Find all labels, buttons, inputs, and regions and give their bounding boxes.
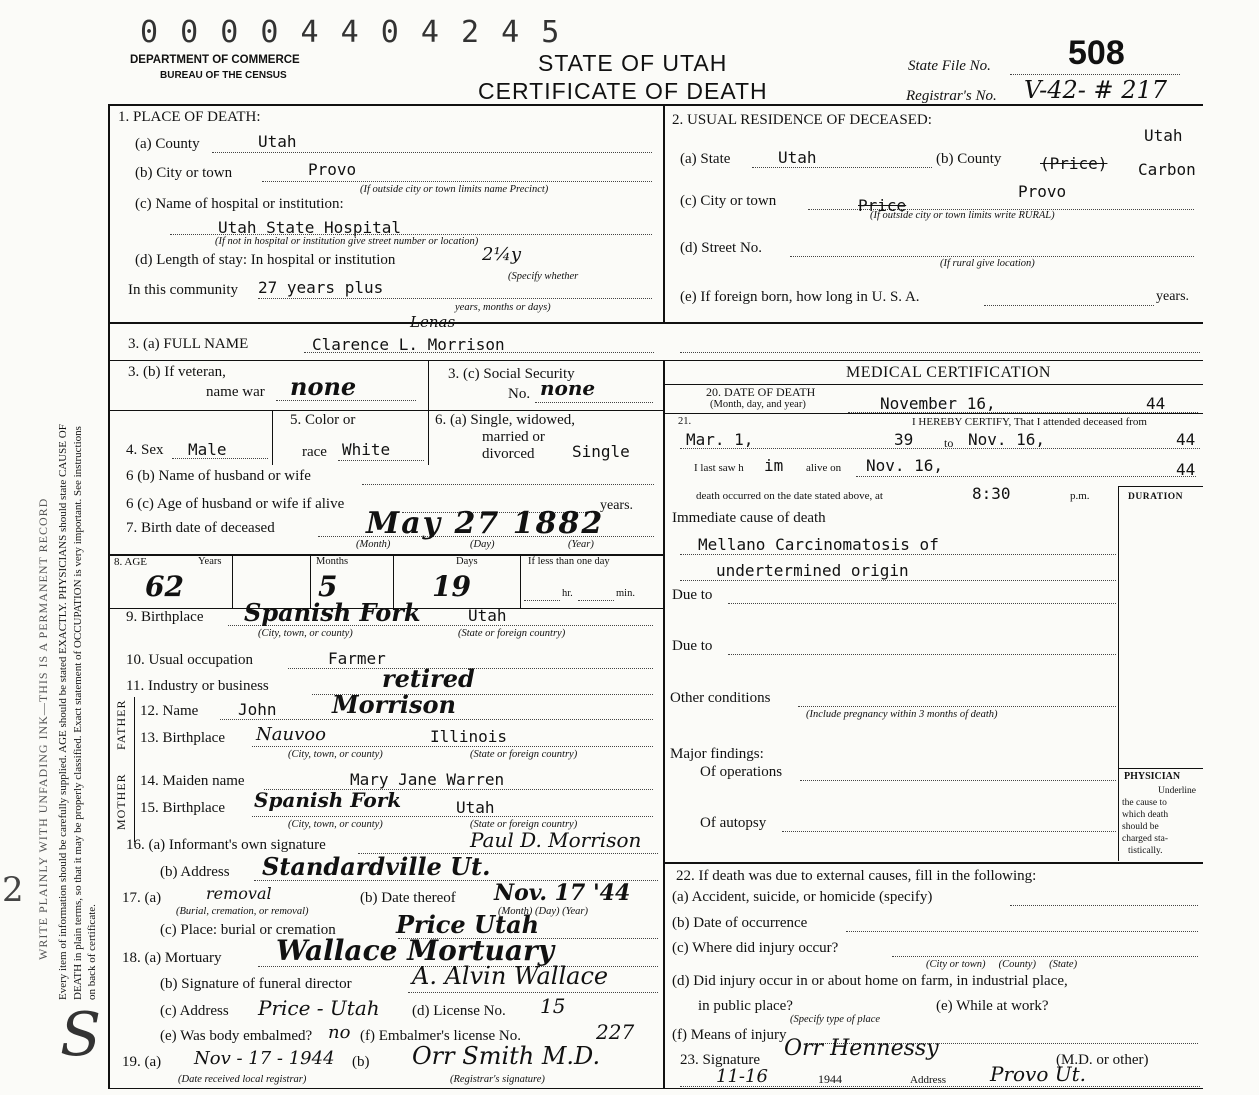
informant-address: Standardville Ut.	[262, 852, 491, 881]
immediate-cause-label: Immediate cause of death	[672, 510, 826, 526]
last-saw-value: Nov. 16,	[866, 456, 944, 475]
community-note: years, months or days)	[455, 302, 551, 313]
marital-label-2: married or	[482, 429, 545, 445]
while-at-work-label: (e) While at work?	[936, 998, 1049, 1014]
mortuary-address-value: Price - Utah	[258, 996, 380, 1020]
attended-from-year: 39	[894, 430, 914, 449]
specify-place-note: (Specify type of place	[790, 1014, 881, 1025]
registrar-sig-label: (b)	[352, 1054, 370, 1070]
due-to-label-2: Due to	[672, 638, 713, 654]
injury-home-label: (d) Did injury occur in or about home on farm, in industrial place,	[672, 973, 1068, 989]
father-birth-city: Nauvoo	[256, 724, 326, 745]
death-date-sublabel: (Month, day, and year)	[710, 399, 806, 410]
color-label: 5. Color or	[290, 412, 356, 428]
social-security-label: 3. (c) Social Security	[448, 366, 575, 382]
last-saw-year: 44	[1176, 460, 1196, 479]
physician-note-1: Underline	[1158, 786, 1196, 796]
physician-note-6: tistically.	[1128, 846, 1163, 856]
side-instructions-3: on back of certificate.	[86, 904, 98, 1000]
burial-place-label: (c) Place: burial or cremation	[160, 922, 336, 938]
mother-state-note: (State or foreign country)	[470, 819, 578, 830]
residence-state-label: (a) State	[680, 151, 731, 167]
place-of-death-title: 1. PLACE OF DEATH:	[118, 109, 261, 125]
registrar-number-label: Registrar's No.	[906, 88, 997, 104]
father-city-note: (City, town, or county)	[288, 749, 383, 760]
father-birth-state: Illinois	[430, 727, 508, 746]
informant-label: 16. (a) Informant's own signature	[126, 837, 326, 853]
mother-birthplace-label: 15. Birthplace	[140, 800, 225, 816]
embalmed-value: no	[328, 1022, 351, 1043]
birth-month-note: (Month)	[356, 539, 391, 550]
age-hr-label: hr.	[562, 588, 573, 599]
registrar-date-note: (Date received local registrar)	[178, 1074, 307, 1085]
death-date-label: 20. DATE OF DEATH	[706, 385, 816, 399]
due-to-label-1: Due to	[672, 587, 713, 603]
occupation-label: 10. Usual occupation	[126, 652, 254, 668]
serial-number: 0 0 0 0 4 4 0 4 2 4 5	[140, 15, 562, 50]
birth-date-value: May 27 1882	[366, 506, 605, 541]
father-birthplace-label: 13. Birthplace	[140, 730, 225, 746]
age-years-value: 62	[145, 570, 184, 603]
death-occurred-label: death occurred on the date stated above, at	[696, 490, 883, 502]
birthplace-state-value: Utah	[468, 606, 507, 625]
father-name-label: 12. Name	[140, 703, 199, 719]
physician-note-3: which death	[1122, 810, 1169, 820]
father-side-label: FATHER	[114, 699, 128, 750]
spouse-name-label: 6 (b) Name of husband or wife	[126, 468, 311, 484]
race-label: race	[302, 444, 327, 460]
immediate-cause-line-1: Mellano Carcinomatosis of	[698, 535, 939, 554]
physician-header: PHYSICIAN	[1124, 771, 1181, 782]
mother-name-value: Mary Jane Warren	[350, 770, 505, 789]
age-less-label: If less than one day	[528, 556, 610, 567]
burial-note: (Burial, cremation, or removal)	[176, 906, 309, 917]
signature-date: 11-16	[716, 1066, 768, 1087]
mortuary-label: 18. (a) Mortuary	[122, 950, 222, 966]
age-min-label: min.	[616, 588, 635, 599]
signature-label: 23. Signature	[680, 1052, 760, 1068]
mother-name-label: 14. Maiden name	[140, 773, 245, 789]
other-conditions-note: (Include pregnancy within 3 months of death)	[806, 709, 998, 720]
race-value: White	[342, 440, 391, 459]
residence-city-struck: Price	[858, 196, 907, 215]
residence-street-note: (If rural give location)	[940, 258, 1035, 269]
other-conditions-label: Other conditions	[670, 690, 771, 706]
burial-date-value: Nov. 17 '44	[494, 880, 631, 906]
sex-value: Male	[188, 440, 227, 459]
veteran-label: 3. (b) If veteran,	[128, 364, 226, 380]
major-findings-label: Major findings:	[670, 746, 764, 762]
burial-place-value: Price Utah	[396, 910, 540, 939]
immediate-cause-line-2: undertermined origin	[716, 561, 909, 580]
funeral-director-signature: A. Alvin Wallace	[412, 962, 609, 990]
attended-to: Nov. 16,	[968, 430, 1046, 449]
residence-county-value: Carbon	[1138, 160, 1196, 179]
state-file-number: 508	[1068, 34, 1125, 72]
mother-birth-state: Utah	[456, 798, 495, 817]
department-label: DEPARTMENT OF COMMERCE	[130, 54, 300, 66]
certify-text: I HEREBY CERTIFY, That I attended deceased from	[912, 416, 1147, 428]
death-city-note: (If outside city or town limits name Precinct)	[360, 184, 549, 195]
signature-address: Provo Ut.	[990, 1062, 1087, 1086]
margin-initial: S	[60, 1000, 102, 1070]
spouse-age-years: years.	[600, 498, 634, 513]
registrar-sig-note: (Registrar's signature)	[450, 1074, 545, 1085]
foreign-born-years: years.	[1156, 289, 1190, 304]
license-value: 15	[540, 994, 566, 1018]
death-date-value: November 16,	[880, 394, 996, 413]
residence-city-value: Provo	[1018, 182, 1067, 201]
industry-label: 11. Industry or business	[126, 678, 269, 694]
veteran-value: none	[290, 372, 357, 401]
birth-date-label: 7. Birth date of deceased	[126, 520, 275, 536]
death-city-label: (b) City or town	[135, 165, 233, 181]
medical-certification-title: MEDICAL CERTIFICATION	[846, 364, 1051, 381]
state-file-label: State File No.	[908, 58, 991, 74]
social-security-no-label: No.	[508, 386, 531, 402]
social-security-value: none	[540, 376, 596, 400]
permanent-record-note: WRITE PLAINLY WITH UNFADING INK—THIS IS A PERMANENT RECORD	[36, 497, 50, 960]
informant-address-label: (b) Address	[160, 864, 230, 880]
last-saw-label: I last saw h	[694, 462, 744, 474]
registrar-signature: Orr Smith M.D.	[412, 1042, 601, 1070]
death-city-value: Provo	[308, 160, 357, 179]
death-time-value: 8:30	[972, 484, 1011, 503]
embalmer-value: 227	[596, 1020, 635, 1044]
mother-side-label: MOTHER	[114, 773, 128, 830]
father-first-name: John	[238, 700, 277, 719]
residence-city-note: (If outside city or town limits write RURAL)	[870, 210, 1055, 221]
veteran-war-label: name war	[206, 384, 265, 400]
attended-from: Mar. 1,	[686, 430, 754, 449]
length-of-stay-label: (d) Length of stay: In hospital or institution	[135, 252, 396, 268]
age-label: 8. AGE	[114, 556, 147, 568]
age-days-label: Days	[456, 556, 478, 567]
full-name-correction: Lenas	[410, 313, 456, 331]
md-label: (M.D. or other)	[1056, 1052, 1149, 1068]
signature-address-label: Address	[910, 1074, 947, 1086]
burial-date-note: (Month) (Day) (Year)	[498, 906, 589, 917]
birthplace-city-note: (City, town, or county)	[258, 628, 353, 639]
community-value: 27 years plus	[258, 278, 384, 297]
license-label: (d) License No.	[412, 1003, 506, 1019]
residence-state-value: Utah	[778, 148, 817, 167]
informant-signature: Paul D. Morrison	[470, 828, 642, 852]
birthplace-city-value: Spanish Fork	[244, 598, 421, 627]
burial-value: removal	[206, 884, 272, 903]
residence-street-label: (d) Street No.	[680, 240, 763, 256]
hospital-label: (c) Name of hospital or institution:	[135, 196, 344, 212]
side-instructions-1: Every item of information should be carefully supplied. AGE should be stated EXACTLY. PHYSICIANS should state CAUSE OF	[57, 424, 69, 1000]
length-of-stay-note: (Specify whether	[508, 271, 579, 282]
physician-note-4: should be	[1122, 822, 1159, 832]
funeral-director-label: (b) Signature of funeral director	[160, 976, 352, 992]
full-name-label: 3. (a) FULL NAME	[128, 336, 249, 352]
mortuary-address-label: (c) Address	[160, 1003, 229, 1019]
spouse-age-label: 6 (c) Age of husband or wife if alive	[126, 496, 345, 512]
length-of-stay-value: 2¼y	[482, 244, 522, 265]
certificate-title: CERTIFICATE OF DEATH	[478, 78, 768, 104]
margin-mark: 2	[2, 870, 24, 910]
death-county-label: (a) County	[135, 136, 200, 152]
marital-label-1: 6. (a) Single, widowed,	[435, 412, 575, 428]
mother-city-note: (City, town, or county)	[288, 819, 383, 830]
registrar-label: 19. (a)	[122, 1054, 162, 1070]
bureau-label: BUREAU OF THE CENSUS	[160, 70, 287, 81]
age-months-label: Months	[316, 556, 349, 567]
residence-city-label: (c) City or town	[680, 193, 777, 209]
physician-signature: Orr Hennessy	[784, 1036, 939, 1061]
age-days-value: 19	[432, 570, 471, 603]
certify-number: 21.	[678, 416, 692, 427]
residence-county-label: (b) County	[936, 151, 1002, 167]
hospital-value: Utah State Hospital	[218, 218, 402, 237]
embalmed-label: (e) Was body embalmed?	[160, 1028, 313, 1044]
birth-day-note: (Day)	[470, 539, 495, 550]
community-label: In this community	[128, 282, 238, 298]
signature-year: 1944	[818, 1072, 842, 1086]
date-of-occurrence-label: (b) Date of occurrence	[672, 915, 808, 931]
registrar-number: V-42- # 217	[1024, 76, 1168, 104]
burial-date-label: (b) Date thereof	[360, 890, 456, 906]
mortuary-value: Wallace Mortuary	[276, 934, 555, 967]
industry-value: retired	[382, 664, 475, 693]
death-time-pm: p.m.	[1070, 490, 1090, 502]
where-injury-note: (City or town) (County) (State)	[926, 959, 1078, 970]
marital-value: Single	[572, 442, 630, 461]
marital-label-3: divorced	[482, 446, 535, 462]
birthplace-state-note: (State or foreign country)	[458, 628, 566, 639]
birth-year-note: (Year)	[568, 539, 594, 550]
attended-to-year: 44	[1176, 430, 1196, 449]
of-autopsy-label: Of autopsy	[700, 815, 767, 831]
death-county-value: Utah	[258, 132, 297, 151]
where-injury-label: (c) Where did injury occur?	[672, 940, 839, 956]
residence-county-above: Utah	[1144, 126, 1183, 145]
alive-on-label: alive on	[806, 462, 842, 474]
birthplace-label: 9. Birthplace	[126, 609, 204, 625]
of-operations-label: Of operations	[700, 764, 783, 780]
accident-label: (a) Accident, suicide, or homicide (specify)	[672, 889, 933, 905]
residence-county-struck: (Price)	[1040, 154, 1108, 173]
hospital-note: (If not in hospital or institution give street number or location)	[215, 236, 479, 247]
attended-to-label: to	[944, 436, 954, 450]
father-last-name: Morrison	[332, 690, 456, 719]
full-name-value: Clarence L. Morrison	[312, 335, 505, 354]
state-title: STATE OF UTAH	[538, 50, 728, 76]
age-months-value: 5	[318, 570, 338, 603]
mother-birth-city: Spanish Fork	[254, 788, 402, 812]
burial-label: 17. (a)	[122, 890, 162, 906]
sex-label: 4. Sex	[126, 442, 164, 458]
means-of-injury-label: (f) Means of injury	[672, 1027, 787, 1043]
physician-note-5: charged sta-	[1122, 834, 1168, 844]
embalmer-label: (f) Embalmer's license No.	[360, 1028, 521, 1044]
public-place-label: in public place?	[698, 998, 793, 1014]
duration-header: DURATION	[1128, 492, 1184, 502]
external-causes-title: 22. If death was due to external causes, fill in the following:	[676, 868, 1037, 884]
residence-title: 2. USUAL RESIDENCE OF DECEASED:	[672, 112, 932, 128]
last-saw-him: im	[764, 456, 784, 475]
father-state-note: (State or foreign country)	[470, 749, 578, 760]
occupation-value: Farmer	[328, 649, 386, 668]
physician-note-2: the cause to	[1122, 798, 1167, 808]
registrar-date: Nov - 17 - 1944	[194, 1048, 335, 1069]
foreign-born-label: (e) If foreign born, how long in U. S. A.	[680, 289, 920, 305]
side-instructions-2: DEATH in plain terms, so that it may be properly classified. Exact statement of OCCUPATION is very important. See instructions	[72, 426, 84, 1000]
death-date-year: 44	[1146, 394, 1166, 413]
age-years-label: Years	[198, 556, 222, 567]
